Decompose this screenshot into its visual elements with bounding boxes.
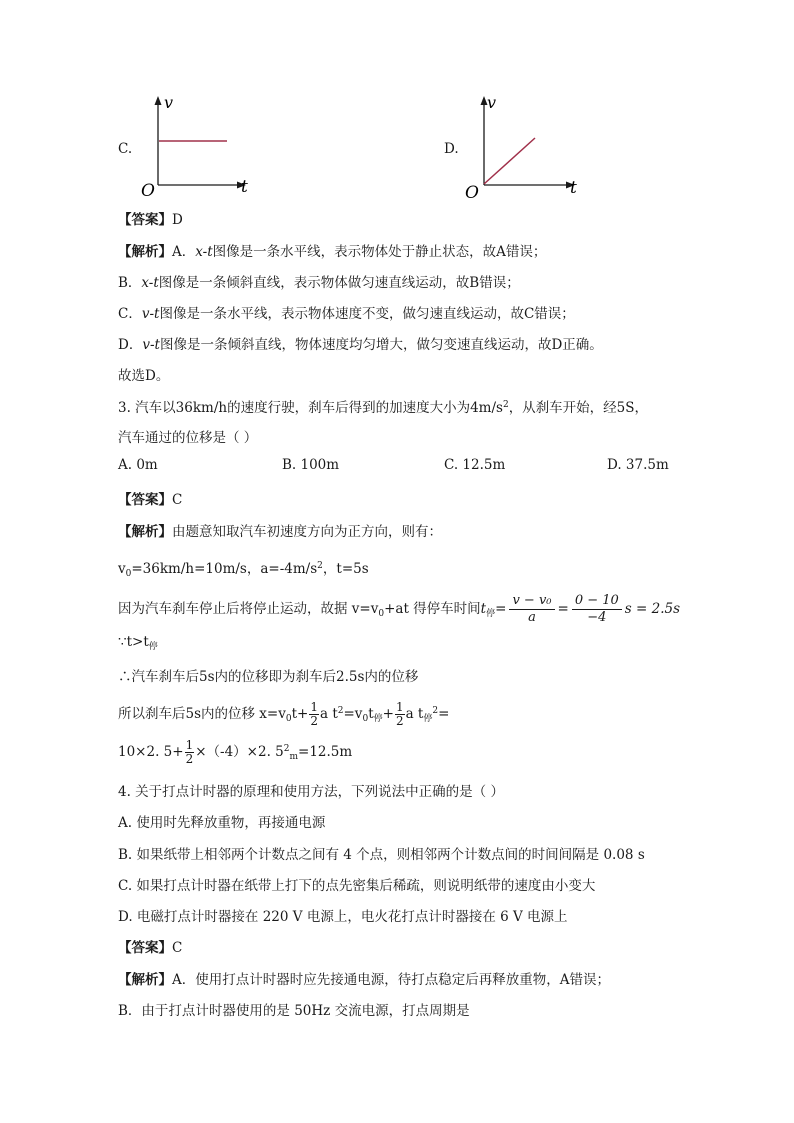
text: = bbox=[557, 601, 569, 617]
analysis-tag: 【解析】 bbox=[118, 244, 172, 260]
analysis-tag: 【解析】 bbox=[118, 524, 172, 540]
text: 停 bbox=[373, 714, 383, 724]
text: 0 bbox=[125, 569, 132, 579]
q3-option-c: C. 12.5m bbox=[444, 457, 506, 473]
denominator: 2 bbox=[395, 714, 404, 728]
q2-conclusion: 故选D。 bbox=[118, 368, 170, 384]
q3-stem bbox=[118, 396, 648, 416]
text: s = 2.5s bbox=[624, 601, 681, 617]
text: v-t bbox=[142, 337, 160, 353]
text: x-t bbox=[195, 244, 213, 260]
numerator: v − v₀ bbox=[509, 593, 554, 610]
graph-d-x-label: t bbox=[570, 178, 577, 198]
analysis-tag: 【解析】 bbox=[118, 972, 172, 988]
text: ，t=5s bbox=[322, 561, 369, 577]
text: ，从刹车开始，经5S， bbox=[508, 400, 649, 416]
numerator: 0 − 10 bbox=[572, 593, 622, 610]
q3-given bbox=[118, 557, 369, 579]
text: t+ bbox=[291, 706, 309, 722]
text: 图像是一条倾斜直线，物体速度均匀增大，做匀变速直线运动，故D正确。 bbox=[159, 337, 603, 353]
answer-tag: 【答案】 bbox=[118, 940, 172, 956]
q3-stop-time bbox=[118, 589, 680, 634]
denominator: a bbox=[528, 610, 536, 625]
text: B． bbox=[118, 275, 142, 291]
graph-c-y-arrow bbox=[155, 96, 162, 105]
q3-answer bbox=[118, 488, 182, 508]
text: 3. 汽车以36km/h的速度行驶，刹车后得到的加速度大小为4m/s bbox=[118, 400, 503, 416]
q4-stem: 4. 关于打点计时器的原理和使用方法，下列说法中正确的是（ ） bbox=[118, 784, 504, 800]
text: 0 bbox=[378, 609, 385, 619]
fraction bbox=[572, 593, 622, 626]
text: 2 bbox=[337, 706, 344, 716]
q2-analysis-d bbox=[118, 333, 603, 353]
q2-answer bbox=[118, 208, 183, 228]
graph-d-plot-line bbox=[484, 138, 535, 184]
text: = bbox=[438, 706, 450, 722]
q4-analysis-b: B．由于打点计时器使用的是 50Hz 交流电源，打点周期是 bbox=[118, 1003, 470, 1019]
q3-analysis-1 bbox=[118, 520, 442, 540]
q4-option-c: C. 如果打点计时器在纸带上打下的点先密集后稀疏，则说明纸带的速度由小变大 bbox=[118, 878, 596, 894]
text: 2 bbox=[432, 706, 439, 716]
q2-analysis-c bbox=[118, 302, 575, 322]
q3-stem-line2: 汽车通过的位移是（ ） bbox=[118, 430, 258, 446]
text: C． bbox=[118, 306, 142, 322]
graph-d-origin: O bbox=[465, 183, 479, 202]
text: D． bbox=[118, 337, 143, 353]
text: + bbox=[382, 706, 394, 722]
q3-option-a: A. 0m bbox=[118, 457, 158, 473]
q4-option-d: D. 电磁打点计时器接在 220 V 电源上，电火花打点计时器接在 6 V 电源上 bbox=[118, 909, 568, 925]
text: 停 bbox=[148, 642, 158, 652]
text: x-t bbox=[141, 275, 159, 291]
text: 图像是一条倾斜直线，表示物体做匀速直线运动，故B错误； bbox=[158, 275, 520, 291]
text: 停 bbox=[486, 609, 496, 619]
text: t bbox=[480, 601, 487, 617]
text: 因为汽车刹车停止后将停止运动，故据 v=v bbox=[118, 601, 379, 617]
text: +at 得停车时间 bbox=[384, 601, 481, 617]
fraction bbox=[185, 739, 195, 766]
q3-therefore: ∴汽车刹车后5s内的位移即为刹车后2.5s内的位移 bbox=[118, 669, 419, 685]
q2-analysis-a bbox=[118, 240, 546, 260]
graph-c-x-label: t bbox=[241, 177, 248, 197]
graph-c-y-label: v bbox=[164, 93, 174, 112]
q3-calculation bbox=[118, 731, 352, 775]
text: t bbox=[368, 706, 374, 722]
answer-value: C bbox=[172, 492, 183, 508]
graph-d bbox=[440, 92, 590, 202]
graph-c-option: C. bbox=[118, 141, 133, 157]
text: 停 bbox=[423, 714, 433, 724]
text: =12.5m bbox=[298, 744, 353, 760]
text: 0 bbox=[362, 714, 369, 724]
numerator: 1 bbox=[185, 738, 194, 752]
graph-c-origin: O bbox=[141, 181, 155, 201]
q4-answer bbox=[118, 936, 182, 956]
text: = bbox=[495, 601, 507, 617]
numerator: 1 bbox=[395, 700, 404, 714]
q4-option-b: B. 如果纸带上相邻两个计数点之间有 4 个点，则相邻两个计数点间的时间间隔是 0.08 s bbox=[118, 847, 645, 863]
answer-tag: 【答案】 bbox=[118, 492, 172, 508]
text: 由题意知取汽车初速度方向为正方向，则有： bbox=[172, 524, 442, 540]
q3-because bbox=[118, 634, 158, 652]
text: a t bbox=[320, 706, 338, 722]
q3-option-d: D. 37.5m bbox=[607, 457, 669, 473]
text: 所以刹车后5s内的位移 x=v bbox=[118, 706, 286, 722]
text: A． bbox=[172, 244, 196, 260]
text: 10×2. 5+ bbox=[118, 744, 184, 760]
text: 2 bbox=[502, 400, 509, 410]
text: 2 bbox=[317, 561, 323, 571]
denominator: 2 bbox=[185, 752, 194, 766]
answer-tag: 【答案】 bbox=[118, 212, 172, 228]
text: v bbox=[118, 561, 126, 577]
text: 2 bbox=[283, 744, 290, 754]
text: ∵t>t bbox=[118, 634, 149, 650]
text: =36km/h=10m/s，a=-4m/s bbox=[131, 561, 318, 577]
fraction bbox=[395, 701, 405, 728]
answer-value: C bbox=[172, 940, 183, 956]
fraction bbox=[309, 701, 319, 728]
text: v-t bbox=[141, 306, 160, 322]
numerator: 1 bbox=[310, 700, 318, 714]
q2-analysis-b bbox=[118, 271, 520, 291]
text: a t bbox=[405, 706, 424, 722]
answer-value: D bbox=[172, 212, 183, 228]
text: 0 bbox=[285, 714, 292, 724]
text: =v bbox=[343, 706, 363, 722]
text: m bbox=[289, 752, 299, 762]
graph-d-y-label: v bbox=[487, 93, 497, 112]
denominator: −4 bbox=[587, 610, 607, 625]
denominator: 2 bbox=[310, 714, 318, 728]
q3-option-b: B. 100m bbox=[282, 457, 340, 473]
text: A．使用打点计时器时应先接通电源，待打点稳定后再释放重物，A错误； bbox=[172, 972, 610, 988]
graph-c bbox=[110, 92, 260, 202]
text: 图像是一条水平线，表示物体速度不变，做匀速直线运动，故C错误； bbox=[159, 306, 575, 322]
text: ×（-4）×2. 5 bbox=[195, 744, 284, 760]
text: 图像是一条水平线，表示物体处于静止状态，故A错误； bbox=[212, 244, 547, 260]
fraction bbox=[509, 593, 554, 626]
q4-option-a: A. 使用时先释放重物，再接通电源 bbox=[118, 815, 326, 831]
q4-analysis-a bbox=[118, 968, 610, 988]
graph-d-option: D. bbox=[444, 141, 459, 157]
